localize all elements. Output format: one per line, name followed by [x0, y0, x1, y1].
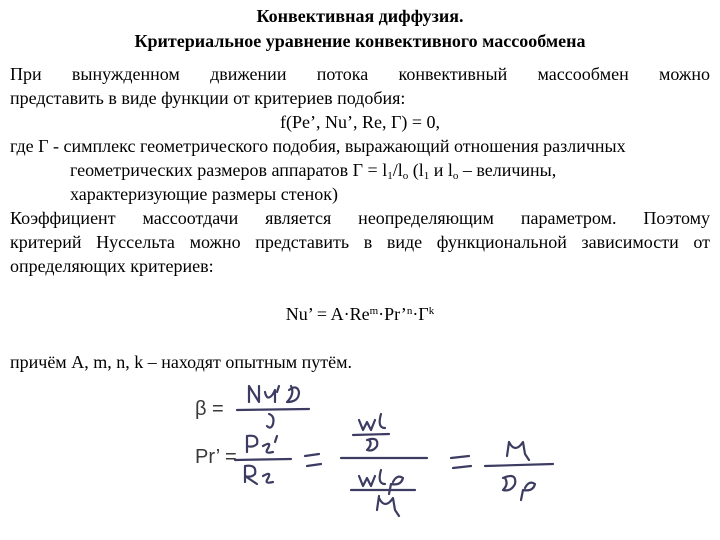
equals-sign-2-strokes: [451, 456, 471, 468]
nusselt-formula: Nu’ = $A\cdot Re^m\cdot Pr’^n\cdot Г^k$: [285, 304, 435, 324]
title-line-2: Критериальное уравнение конвективного массообмена: [134, 31, 586, 51]
beta-fraction-strokes: [237, 386, 309, 428]
right-fraction-strokes: [485, 442, 553, 500]
definition-line-2: геометрических размеров аппаратов $Г = l_1/l_o$ ($l_1$ и $l_o$ – величины,: [70, 160, 557, 182]
title-line-1: Конвективная диффузия.: [256, 6, 464, 26]
beta-label: β =: [195, 398, 224, 420]
paragraph-1-line-1: При вынужденном движении потока конвективный массообмен можно: [10, 64, 710, 84]
paragraph-2-line-1: Коэффициент массоотдачи является неопределяющим параметром. Поэтому: [10, 208, 710, 228]
equals-sign-1-strokes: [305, 454, 321, 466]
definition-line-1: где Г - симплекс геометрического подобия, выражающий отношения различных: [10, 136, 626, 156]
paragraph-3: причём A, m, n, k – находят опытным путём.: [10, 352, 353, 372]
handwritten-formulas-image: [183, 380, 569, 530]
middle-fraction-strokes: [341, 414, 427, 516]
function-formula: f(Pe’, Nu’, Re, Г) = 0,: [279, 112, 441, 132]
pr-label: Pr’ =: [195, 446, 237, 468]
paragraph-2-line-3: определяющих критериев:: [10, 256, 214, 276]
definition-line-3: характеризующие размеры стенок): [70, 184, 338, 204]
paragraph-1-line-2: представить в виде функции от критериев подобия:: [10, 88, 406, 108]
paragraph-2-line-2: критерий Нуссельта можно представить в виде функциональной зависимости от: [10, 232, 710, 252]
pr-fraction-strokes: [235, 436, 291, 484]
handwritten-strokes: [183, 380, 569, 530]
